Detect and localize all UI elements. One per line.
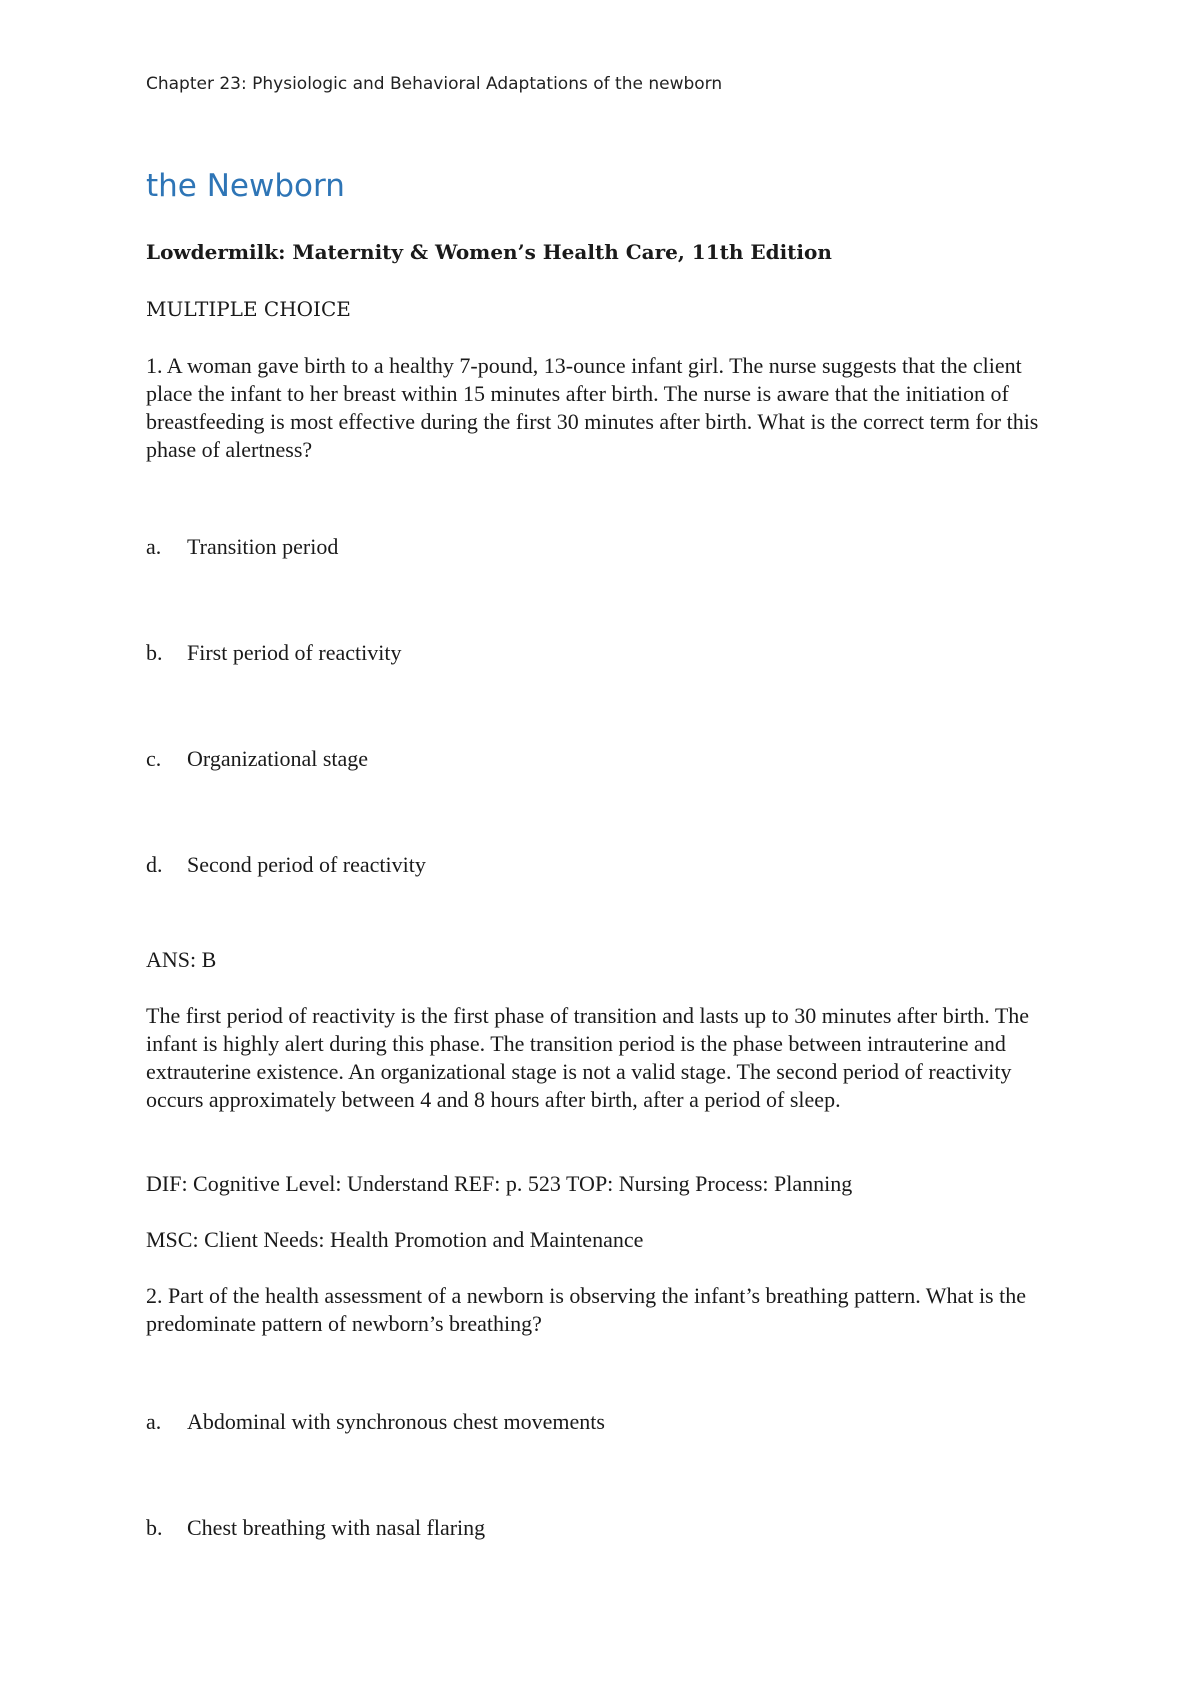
question-1-msc: MSC: Client Needs: Health Promotion and Maintenance — [146, 1227, 644, 1252]
option-letter: a. — [146, 1409, 162, 1434]
question-1-stem: 1. A woman gave birth to a healthy 7-pound, 13-ounce infant girl. The nurse suggests that the client place the infant to her breast within 15 minutes after birth. The nurse is aware that the initiation of breastfeeding is most effective during the first 30 minutes after birth. What is the correct term for this phase of alertness? — [146, 353, 1039, 462]
document-title: the Newborn — [146, 168, 345, 204]
question-1-rationale: The first period of reactivity is the first phase of transition and lasts up to 30 minutes after birth. The infant is highly alert during this phase. The transition period is the phase between intrauterine and extrauterine existence. An organizational stage is not a valid stage. The second period of reactivity occurs approximately between 4 and 8 hours after birth, after a period of sleep. — [146, 1003, 1030, 1112]
question-2-option-a — [146, 1408, 605, 1436]
option-letter: b. — [146, 640, 163, 665]
running-header: Chapter 23: Physiologic and Behavioral Adaptations of the newborn — [146, 74, 723, 94]
option-text: Transition period — [187, 534, 339, 559]
question-1-option-c — [146, 745, 368, 773]
option-letter: b. — [146, 1515, 163, 1540]
option-letter: c. — [146, 746, 162, 771]
document-subtitle: Lowdermilk: Maternity & Women’s Health Care, 11th Edition — [146, 240, 832, 264]
option-text: Second period of reactivity — [187, 852, 426, 877]
question-1-answer: ANS: B — [146, 947, 217, 972]
question-2-option-b — [146, 1514, 485, 1542]
question-1-meta: DIF: Cognitive Level: Understand REF: p. 523 TOP: Nursing Process: Planning — [146, 1171, 853, 1196]
option-text: Chest breathing with nasal flaring — [187, 1515, 486, 1540]
question-2-stem: 2. Part of the health assessment of a newborn is observing the infant’s breathing pattern. What is the predominate pattern of newborn’s breathing? — [146, 1283, 1026, 1336]
option-letter: d. — [146, 852, 163, 877]
option-text: First period of reactivity — [187, 640, 402, 665]
option-text: Abdominal with synchronous chest movements — [187, 1409, 605, 1434]
option-letter: a. — [146, 534, 162, 559]
question-1-option-b — [146, 639, 401, 667]
question-1-option-d — [146, 851, 426, 879]
section-heading: MULTIPLE CHOICE — [146, 297, 351, 321]
question-1-option-a — [146, 533, 338, 561]
option-text: Organizational stage — [187, 746, 369, 771]
